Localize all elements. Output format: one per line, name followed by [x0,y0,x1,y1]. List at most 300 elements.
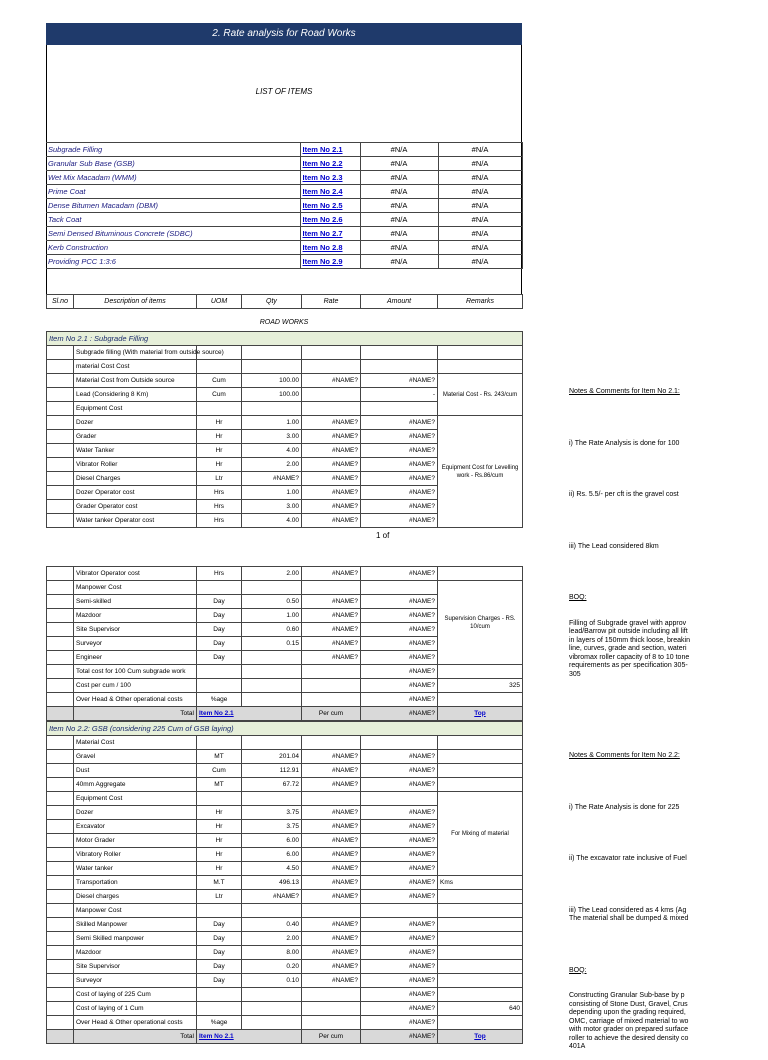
item-link[interactable]: Item No 2.1 [300,143,360,157]
row-amount: #NAME? [361,988,438,1002]
row-rate: #NAME? [302,974,361,988]
slno-cell [47,848,74,862]
row-uom [197,988,242,1002]
row-rate [302,402,361,416]
table-row [47,736,523,750]
item-2-1-link[interactable]: Item No 2.1 [197,707,302,721]
row-remark [438,904,523,918]
item-description: Providing PCC 1:3:6 [46,255,300,269]
item-list-row [46,199,522,213]
item-link[interactable]: Item No 2.5 [300,199,360,213]
row-rate: #NAME? [302,946,361,960]
boq-text: Filling of Subgrade gravel with approv lead/Barrow pit outside including all lift in layers of 150mm thick loose, breakin line, curves, grade and section, wateri vibromax roller capacity of 8 to 10 tone requirements as per specification 305- 305 [569,619,690,678]
row-description: Surveyor [74,637,197,651]
item-value: #N/A [438,255,522,269]
row-description: Subgrade filling (With material from outside source) [74,346,197,360]
row-uom: Day [197,918,242,932]
row-description: Over Head & Other operational costs [74,693,197,707]
item-value: #N/A [360,227,438,241]
row-rate: #NAME? [302,623,361,637]
row-uom: MT [197,778,242,792]
item-link[interactable]: Item No 2.6 [300,213,360,227]
row-amount: #NAME? [361,778,438,792]
slno-cell [47,346,74,360]
row-rate [302,1016,361,1030]
per-cum-label: Per cum [302,707,361,721]
top-link[interactable]: Top [438,1030,523,1044]
item-value: #N/A [360,199,438,213]
row-rate [302,360,361,374]
row-rate: #NAME? [302,918,361,932]
row-amount [361,402,438,416]
row-rate [302,988,361,1002]
slno-cell [47,500,74,514]
row-uom: %age [197,1016,242,1030]
total-amount: #NAME? [361,707,438,721]
item-value: #N/A [360,255,438,269]
row-amount [361,904,438,918]
slno-cell [47,581,74,595]
table-row [47,764,523,778]
slno-cell [47,637,74,651]
slno-cell [47,374,74,388]
table-row [47,581,523,595]
slno-cell [47,890,74,904]
item-2-1-title: Item No 2.1 : Subgrade Filling [47,332,523,346]
slno-cell [47,1002,74,1016]
row-qty: 1.00 [242,486,302,500]
note-line: iii) The Lead considered as 4 kms (Ag The material shall be dumped & mixed [569,906,689,922]
slno-cell [47,388,74,402]
row-uom: Hr [197,820,242,834]
row-amount: #NAME? [361,374,438,388]
item-2-1-table [46,331,523,528]
table-row [47,960,523,974]
row-qty: 496.13 [242,876,302,890]
row-amount: #NAME? [361,609,438,623]
row-uom: Hr [197,416,242,430]
table-row [47,890,523,904]
row-remark [438,974,523,988]
row-description: Semi Skilled manpower [74,932,197,946]
row-amount: #NAME? [361,693,438,707]
item-value: #N/A [438,143,522,157]
row-amount: #NAME? [361,1002,438,1016]
row-description: Engineer [74,651,197,665]
items-list-table [46,142,523,269]
row-qty: 6.00 [242,848,302,862]
row-rate: #NAME? [302,932,361,946]
item-value: #N/A [438,185,522,199]
row-remark [438,960,523,974]
slno-cell [47,988,74,1002]
item-list-row [46,241,522,255]
row-uom: Hrs [197,500,242,514]
item-value: #N/A [438,171,522,185]
slno-cell [47,567,74,581]
row-qty [242,693,302,707]
row-rate: #NAME? [302,458,361,472]
row-amount: #NAME? [361,764,438,778]
top-link[interactable]: Top [438,707,523,721]
row-qty: #NAME? [242,472,302,486]
notes-heading: Notes & Comments for Item No 2.2: [569,752,680,759]
slno-cell [47,665,74,679]
slno-cell [47,862,74,876]
slno-cell [47,1016,74,1030]
row-description: Semi-skilled [74,595,197,609]
row-uom: Day [197,960,242,974]
item-description: Wet Mix Macadam (WMM) [46,171,300,185]
row-qty: 4.00 [242,444,302,458]
row-remark: For Mixing of material [438,792,523,876]
item-link[interactable]: Item No 2.9 [300,255,360,269]
row-rate [302,736,361,750]
row-qty: 100.00 [242,388,302,402]
boq-text: Constructing Granular Sub-base by p consisting of Stone Dust, Gravel, Crus depending upon the grading required, OMC, carriage of mixed material to wo with motor grader on prepared surface roller to achieve the desired density co 401A [569,992,689,1050]
row-description: Water Tanker [74,444,197,458]
row-amount: #NAME? [361,623,438,637]
row-qty [242,988,302,1002]
row-qty [242,1002,302,1016]
row-uom: Hr [197,806,242,820]
row-uom [197,736,242,750]
row-uom: Day [197,974,242,988]
row-uom [197,360,242,374]
row-rate [302,792,361,806]
row-qty: 1.00 [242,609,302,623]
table-row [47,792,523,806]
row-description: Water tanker [74,862,197,876]
row-description: Manpower Cost [74,581,197,595]
row-amount: - [361,388,438,402]
item-value: #N/A [438,213,522,227]
row-description: material Cost Cost [74,360,197,374]
item-list-row [46,157,522,171]
column-header-table [46,294,523,309]
row-uom: Hrs [197,514,242,528]
table-row [47,1016,523,1030]
row-amount: #NAME? [361,665,438,679]
row-rate: #NAME? [302,514,361,528]
table-row [47,679,523,693]
row-remark [438,988,523,1002]
row-qty: 0.60 [242,623,302,637]
row-qty: 0.10 [242,974,302,988]
row-qty: 3.75 [242,806,302,820]
row-description: Skilled Manpower [74,918,197,932]
notes-item-2-1 [569,371,768,678]
col-remarks: Remarks [438,295,523,309]
row-description: 40mm Aggregate [74,778,197,792]
item-link[interactable]: Item No 2.8 [300,241,360,255]
row-qty [242,792,302,806]
row-rate [302,665,361,679]
row-rate [302,904,361,918]
row-amount: #NAME? [361,946,438,960]
row-qty: 0.15 [242,637,302,651]
row-qty: 112.91 [242,764,302,778]
row-qty [242,402,302,416]
row-amount: #NAME? [361,960,438,974]
row-description: Grader [74,430,197,444]
row-amount: #NAME? [361,444,438,458]
col-slno: Sl.no [47,295,74,309]
item-value: #N/A [360,241,438,255]
row-uom: M.T [197,876,242,890]
slno-cell [47,651,74,665]
table-row [47,693,523,707]
row-remark [438,736,523,750]
item-value: #N/A [438,241,522,255]
row-qty: 4.00 [242,514,302,528]
row-uom [197,792,242,806]
item-value: #N/A [360,171,438,185]
item-list-row [46,255,522,269]
row-remark: Supervision Charges - RS. 10/cum [438,581,523,665]
table-row [47,988,523,1002]
item-value: #N/A [438,157,522,171]
row-description: Lead (Considering 8 Km) [74,388,197,402]
table-row [47,567,523,581]
row-amount: #NAME? [361,416,438,430]
row-amount: #NAME? [361,651,438,665]
row-qty: 1.00 [242,416,302,430]
row-uom: Day [197,946,242,960]
row-qty: 0.40 [242,918,302,932]
table-row [47,932,523,946]
table-row [47,374,523,388]
slno-cell [47,764,74,778]
row-uom: Day [197,595,242,609]
row-rate: #NAME? [302,500,361,514]
row-description: Mazdoor [74,946,197,960]
page-marker: 1 of [376,531,390,540]
col-desc: Description of items [74,295,197,309]
row-description: Vibrator Operator cost [74,567,197,581]
item-value: #N/A [360,157,438,171]
row-uom: Day [197,623,242,637]
row-amount: #NAME? [361,862,438,876]
slno-cell [47,679,74,693]
item-value: #N/A [360,185,438,199]
row-description: Over Head & Other operational costs [74,1016,197,1030]
row-qty: 201.04 [242,750,302,764]
row-uom: Hr [197,862,242,876]
item-description: Prime Coat [46,185,300,199]
row-remark [438,750,523,764]
item-list-row [46,213,522,227]
row-uom: Hr [197,444,242,458]
slno-cell [47,486,74,500]
row-amount: #NAME? [361,890,438,904]
slno-cell [47,876,74,890]
row-uom [197,402,242,416]
row-qty: #NAME? [242,890,302,904]
slno-cell [47,609,74,623]
row-description: Diesel charges [74,890,197,904]
row-remark: 325 [438,679,523,693]
item-link[interactable]: Item No 2.7 [300,227,360,241]
slno-cell [47,444,74,458]
row-description: Water tanker Operator cost [74,514,197,528]
road-works-row [46,316,522,329]
row-amount [361,346,438,360]
item-value: #N/A [438,227,522,241]
boq-heading: BOQ: [569,966,587,974]
row-uom: Hr [197,848,242,862]
item-2-1-continued-table [46,566,523,721]
row-description: Diesel Charges [74,472,197,486]
slno-cell [47,932,74,946]
row-remark [438,918,523,932]
row-amount: #NAME? [361,458,438,472]
item-link[interactable]: Item No 2.4 [300,185,360,199]
row-uom [197,1002,242,1016]
row-qty: 2.00 [242,932,302,946]
row-qty: 6.00 [242,834,302,848]
row-qty: 3.75 [242,820,302,834]
list-of-items-title: LIST OF ITEMS [255,87,313,96]
row-amount: #NAME? [361,486,438,500]
row-rate: #NAME? [302,960,361,974]
row-description: Total cost for 100 Cum subgrade work [74,665,197,679]
row-rate: #NAME? [302,416,361,430]
row-rate: #NAME? [302,806,361,820]
row-rate: #NAME? [302,651,361,665]
note-line: iii) The Lead considered 8km [569,542,659,550]
item-list-row [46,185,522,199]
slno-cell [47,946,74,960]
row-amount: #NAME? [361,679,438,693]
row-uom [197,665,242,679]
item-link[interactable]: Item No 2.2 [300,157,360,171]
row-qty: 100.00 [242,374,302,388]
note-line: ii) Rs. 5.5/- per cft is the gravel cost [569,491,679,498]
row-amount: #NAME? [361,820,438,834]
row-amount: #NAME? [361,918,438,932]
table-row [47,360,523,374]
row-description: Vibrator Roller [74,458,197,472]
row-rate: #NAME? [302,472,361,486]
row-rate: #NAME? [302,848,361,862]
row-rate [302,346,361,360]
row-uom: Day [197,637,242,651]
item-value: #N/A [438,199,522,213]
row-amount: #NAME? [361,500,438,514]
row-remark [438,567,523,581]
slno-cell [47,834,74,848]
row-amount: #NAME? [361,932,438,946]
row-uom: Ltr [197,890,242,904]
row-rate: #NAME? [302,876,361,890]
row-amount: #NAME? [361,567,438,581]
row-remark [438,665,523,679]
row-rate [302,679,361,693]
slno-cell [47,623,74,637]
row-amount: #NAME? [361,974,438,988]
row-rate: #NAME? [302,609,361,623]
row-rate: #NAME? [302,486,361,500]
row-rate [302,1002,361,1016]
table-row [47,904,523,918]
row-rate: #NAME? [302,595,361,609]
row-amount [361,736,438,750]
slno-cell [47,693,74,707]
row-uom: Cum [197,764,242,778]
row-qty: 2.00 [242,567,302,581]
table-row [47,1002,523,1016]
row-qty: 2.00 [242,458,302,472]
row-qty [242,360,302,374]
row-uom: Day [197,609,242,623]
row-uom: Hr [197,834,242,848]
item-list-row [46,227,522,241]
row-description: Cost of laying of 225 Cum [74,988,197,1002]
row-description: Site Supervisor [74,960,197,974]
row-amount: #NAME? [361,514,438,528]
slno-cell [47,472,74,486]
row-remark [438,1016,523,1030]
item-2-1-link[interactable]: Item No 2.1 [197,1030,302,1044]
row-uom: MT [197,750,242,764]
table-row [47,918,523,932]
col-qty: Qty [242,295,302,309]
total-label: Total [74,707,197,721]
slno-cell [47,360,74,374]
row-amount: #NAME? [361,595,438,609]
row-qty [242,1016,302,1030]
table-row [47,946,523,960]
row-qty [242,581,302,595]
row-remark: Kms [438,876,523,890]
row-rate [302,581,361,595]
item-link[interactable]: Item No 2.3 [300,171,360,185]
slno-cell [47,595,74,609]
slno-cell [47,416,74,430]
item-list-row [46,171,522,185]
row-amount: #NAME? [361,1016,438,1030]
row-rate: #NAME? [302,862,361,876]
row-uom: Hrs [197,567,242,581]
row-amount: #NAME? [361,848,438,862]
table-row [47,416,523,430]
row-remark [438,890,523,904]
row-amount: #NAME? [361,637,438,651]
row-description: Mazdoor [74,609,197,623]
item-value: #N/A [360,213,438,227]
table-row [47,750,523,764]
row-rate [302,388,361,402]
row-remark [438,946,523,960]
slno-cell [47,778,74,792]
row-rate [302,693,361,707]
row-remark [438,360,523,374]
row-description: Gravel [74,750,197,764]
row-description: Transportation [74,876,197,890]
row-rate: #NAME? [302,430,361,444]
row-uom: Ltr [197,472,242,486]
row-qty [242,651,302,665]
row-uom: Day [197,932,242,946]
sheet-title-bar [46,23,522,45]
row-uom: Hr [197,430,242,444]
item-description: Semi Densed Bituminous Concrete (SDBC) [46,227,300,241]
row-uom [197,581,242,595]
row-rate: #NAME? [302,820,361,834]
table-row [47,876,523,890]
table-row [47,665,523,679]
